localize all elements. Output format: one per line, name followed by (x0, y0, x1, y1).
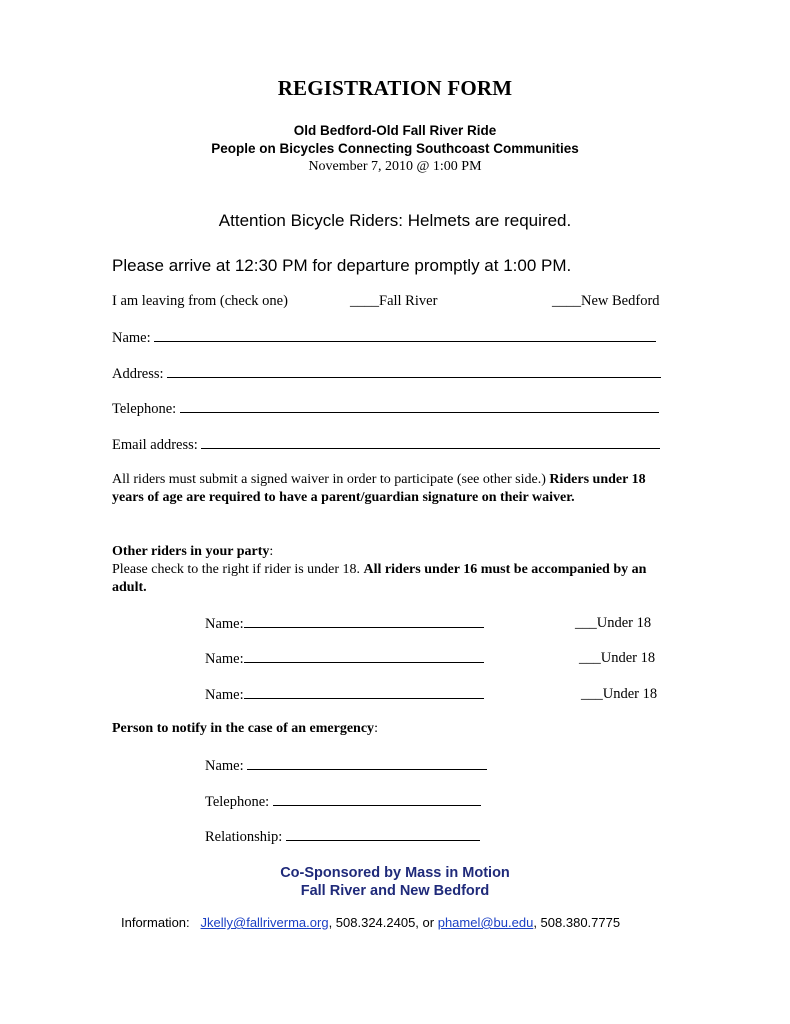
rider-name-field[interactable] (244, 686, 484, 699)
waiver-notice (112, 471, 672, 507)
telephone-field[interactable] (180, 400, 659, 413)
emergency-name-field[interactable] (247, 757, 487, 770)
leaving-from-label: I am leaving from (check one) (112, 293, 288, 309)
information-line (121, 915, 620, 930)
checkbox-blank: ____ (350, 293, 379, 309)
under-18-label: Under 18 (600, 650, 656, 666)
telephone-label: Telephone: (112, 401, 177, 417)
waiver-text: All riders must submit a signed waiver in order to participate (see other side.) (112, 472, 550, 487)
option-label: Fall River (379, 293, 438, 309)
contact-email-link-1[interactable]: Jkelly@fallriverma.org (200, 915, 329, 930)
emergency-telephone-row (205, 793, 481, 811)
party-rider-row (205, 650, 484, 668)
rider-name-label: Name: (205, 651, 244, 667)
ride-date: November 7, 2010 @ 1:00 PM (308, 159, 482, 174)
rider-name-label: Name: (205, 687, 244, 703)
under-18-label: Under 18 (602, 686, 658, 702)
information-label: Information: (121, 915, 190, 930)
checkbox-blank: ___ (579, 650, 601, 666)
emergency-relationship-row (205, 828, 480, 846)
emergency-heading-colon: : (374, 721, 378, 736)
waiver-minor-requirement: Riders under 18 years of age are required to have a parent/guardian signature on their waiver. (112, 472, 646, 505)
ride-name: Old Bedford-Old Fall River Ride (293, 123, 497, 138)
contact-email-link-2[interactable]: phamel@bu.edu (437, 915, 534, 930)
rider-under-18-check[interactable] (579, 650, 655, 667)
party-rider-row (205, 686, 484, 704)
email-field[interactable] (201, 436, 660, 449)
sponsor-line-1: Co-Sponsored by Mass in Motion (280, 865, 510, 881)
leaving-option-fall-river[interactable] (350, 293, 437, 310)
under-18-label: Under 18 (596, 615, 652, 631)
emergency-heading-row (112, 721, 378, 737)
checkbox-blank: ___ (575, 615, 597, 631)
party-instructions: Please check to the right if rider is under 18. (112, 562, 364, 577)
telephone-field-row (112, 400, 659, 418)
rider-name-field[interactable] (244, 650, 484, 663)
emergency-relationship-label: Relationship: (205, 829, 283, 845)
party-rider-row (205, 615, 484, 633)
rider-name-field[interactable] (244, 615, 484, 628)
party-heading: Other riders in your party (112, 544, 270, 559)
sponsor-line-2: Fall River and New Bedford (300, 883, 490, 899)
rider-name-label: Name: (205, 616, 244, 632)
name-field-row (112, 329, 656, 347)
emergency-name-label: Name: (205, 758, 244, 774)
contact-phone-2: , 508.380.7775 (533, 915, 621, 930)
form-title: REGISTRATION FORM (277, 76, 513, 100)
address-label: Address: (112, 366, 164, 382)
helmet-notice: Attention Bicycle Riders: Helmets are required. (218, 211, 572, 230)
email-field-row (112, 436, 660, 454)
checkbox-blank: ____ (552, 293, 581, 309)
emergency-relationship-field[interactable] (286, 828, 480, 841)
option-label: New Bedford (581, 293, 660, 309)
name-label: Name: (112, 330, 151, 346)
emergency-name-row (205, 757, 487, 775)
checkbox-blank: ___ (581, 686, 603, 702)
emergency-telephone-field[interactable] (273, 793, 481, 806)
emergency-heading: Person to notify in the case of an emergency (112, 721, 375, 736)
rider-under-18-check[interactable] (581, 686, 657, 703)
rider-under-18-check[interactable] (575, 615, 651, 632)
organization-name: People on Bicycles Connecting Southcoast Communities (211, 141, 579, 156)
contact-phone-1: , 508.324.2405, or (328, 915, 438, 930)
address-field-row (112, 365, 661, 383)
party-accompany-rule: All riders under 16 must be accompanied by an adult. (112, 562, 647, 595)
email-label: Email address: (112, 437, 198, 453)
party-heading-colon: : (269, 544, 274, 559)
address-field[interactable] (167, 365, 661, 378)
party-section (112, 543, 672, 597)
emergency-telephone-label: Telephone: (205, 794, 270, 810)
leaving-option-new-bedford[interactable] (552, 293, 660, 310)
arrival-notice: Please arrive at 12:30 PM for departure promptly at 1:00 PM. (112, 256, 572, 275)
name-field[interactable] (154, 329, 656, 342)
